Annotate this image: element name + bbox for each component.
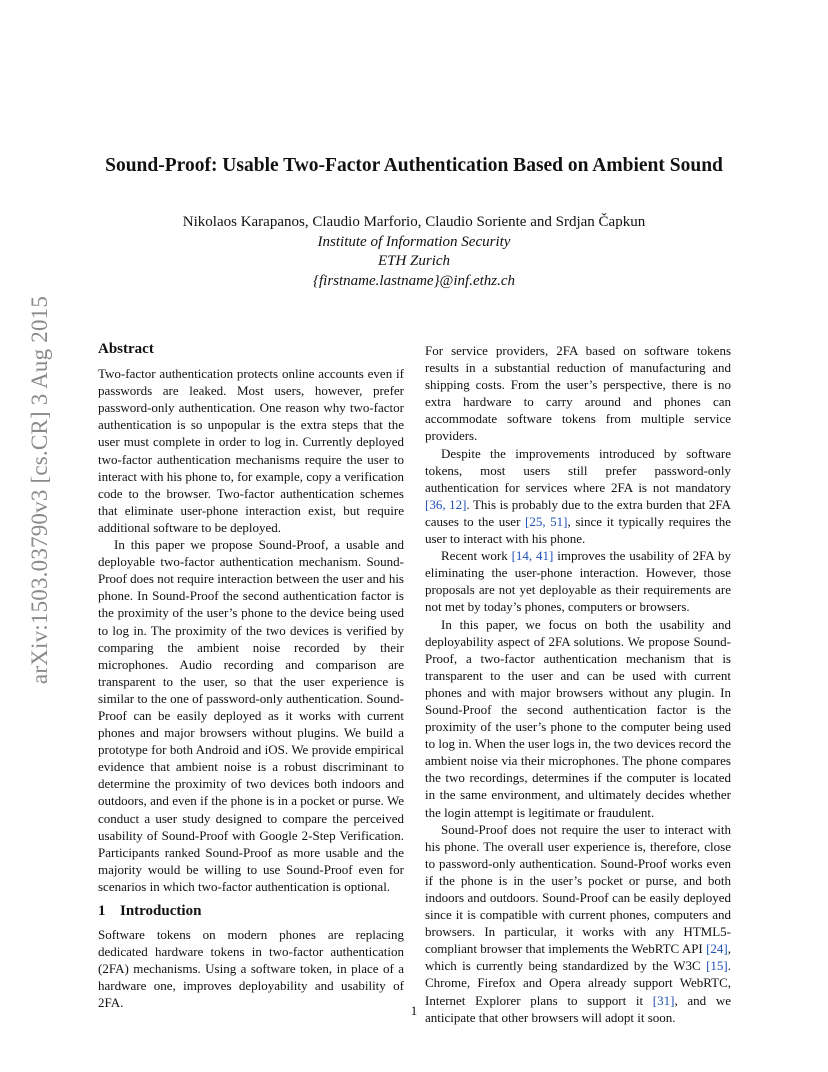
affiliation: Institute of Information Security (317, 233, 511, 250)
text-span: Despite the improvements introduced by software tokens, most users still prefer password-only authentication for services where 2FA is not mandatory (425, 445, 731, 495)
arxiv-margin-stamp (20, 290, 60, 690)
text-span: . Chrome, Firefox and Opera already support WebRTC, Internet Explorer plans to support it (425, 958, 731, 1008)
intro-paragraph-5: In this paper, we focus on both the usability and deployability aspect of 2FA solutions. We propose Sound-Proof, a two-factor authentication mechanism that is transparent to the user and can be used with current phones and with major browsers without any plugin. In Sound-Proof the second authentication factor is the proximity of the user’s phone to the computer being used to log in. When the user logs in, the two devices record the ambient noise via their microphones. The phone compares the two recordings, determines if the computer is located in the same environment, and ultimately decides whether the login attempt is legitimate or fraudulent. (425, 616, 731, 820)
text-span: , since it typically requires the user to interact with his phone. (425, 513, 731, 547)
author-block (60, 213, 768, 291)
arxiv-identifier: arXiv:1503.03790v3 [cs.CR] 3 Aug 2015 (27, 295, 52, 685)
section-number: 1 (98, 903, 106, 919)
section-heading-introduction (98, 903, 404, 920)
text-span: . This is probably due to the extra burden that 2FA causes to the user (425, 496, 731, 529)
section-title: Introduction (120, 903, 202, 919)
citation-link[interactable]: [36, 12] (425, 496, 467, 512)
intro-paragraph-2: For service providers, 2FA based on software tokens results in a substantial reduction of manufacturing and shipping costs. From the user’s perspective, there is no extra hardware to carry around and phones can accommodate software tokens from multiple service providers. (425, 343, 731, 444)
citation-link[interactable]: [24] (706, 941, 728, 957)
author-email: {firstname.lastname}@inf.ethz.ch (312, 272, 516, 289)
text-span: , which is currently being standardized by the W3C (425, 941, 731, 974)
author-names: Nikolaos Karapanos, Claudio Marforio, Claudio Soriente and Srdjan Čapkun (182, 214, 646, 230)
left-column (98, 341, 404, 1012)
abstract-paragraph-2: In this paper we propose Sound-Proof, a usable and deployable two-factor authentication mechanism. Sound-Proof does not require interaction between the user and his phone. In Sound-Proof the second authentication factor is the proximity of the user’s phone to the device being used to log in. The proximity of the two devices is verified by comparing the ambient noise recorded by their microphones. Audio recording and comparison are transparent to the user, so that the user experience is similar to the one of password-only authentication. Sound-Proof can be easily deployed as it works with current phones and major browsers without plugins. We build a prototype for both Android and iOS. We provide empirical evidence that ambient noise is a robust discriminant to determine the proximity of two devices both indoors and outdoors, and even if the phone is in a pocket or purse. We conduct a user study designed to compare the perceived usability of Sound-Proof with Google 2-Step Verification. Participants ranked Sound-Proof as more usable and the majority would be willing to use Sound-Proof even for scenarios in which two-factor authentication is optional. (98, 537, 404, 894)
intro-paragraph-6 (425, 821, 731, 1026)
citation-link[interactable]: [25, 51] (525, 513, 568, 529)
text-span: , and we anticipate that other browsers will adopt it soon. (425, 992, 731, 1025)
paper-title: Sound-Proof: Usable Two-Factor Authentication Based on Ambient Sound (105, 155, 723, 176)
right-column (425, 342, 731, 1026)
abstract-paragraph-1: Two-factor authentication protects online accounts even if passwords are leaked. Most users, however, prefer password-only authentication. One reason why two-factor authentication is so unpopular is the extra steps that the user must complete in order to log in. Currently deployed two-factor authentication mechanisms require the user to interact with his phone to, for example, copy a verification code to the browser. Two-factor authentication schemes that eliminate user-phone interaction exist, but require additional software to be deployed. (98, 366, 404, 535)
intro-paragraph-3 (425, 445, 731, 548)
citation-link[interactable]: [31] (652, 992, 675, 1008)
institution: ETH Zurich (377, 253, 451, 270)
text-span: improves the usability of 2FA by eliminating the user-phone interaction. However, those proposals are not yet deployable as their requirements are not met by today’s phones, computers or browsers. (425, 548, 731, 615)
text-span: Recent work (441, 548, 512, 564)
intro-paragraph-4 (425, 547, 731, 615)
abstract-heading: Abstract (98, 341, 154, 357)
page-number: 1 (410, 1003, 418, 1018)
citation-link[interactable]: [15] (706, 958, 728, 974)
intro-paragraph-1: Software tokens on modern phones are replacing dedicated hardware tokens in two-factor authentication (2FA) mechanisms. Using a software token, in place of a hardware one, improves deployability and usability of 2FA. (98, 927, 404, 1011)
citation-link[interactable]: [14, 41] (511, 548, 554, 564)
text-span: Sound-Proof does not require the user to interact with his phone. The overall user experience is, therefore, close to password-only authentication. Sound-Proof works even if the phone is in the user’s pocket or purse, and both indoors and outdoors. Sound-Proof can be easily deployed since it is compatible with current phones, computers and browsers. In particular, it works with any HTML5-compliant browser that implements the WebRTC API (425, 821, 731, 957)
